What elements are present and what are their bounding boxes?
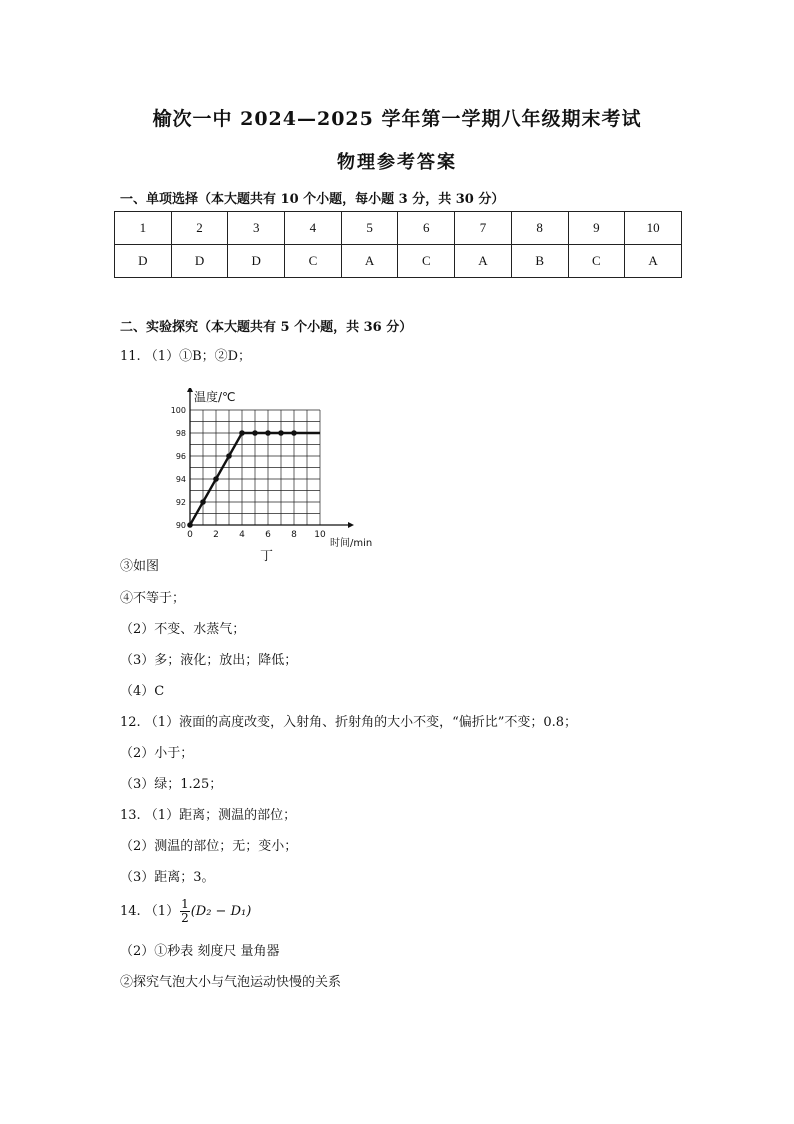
table-row-answers (115, 245, 682, 278)
q12-line-1: 12. （1）液面的高度改变，入射角、折射角的大小不变，“偏折比”不变；0.8； (120, 715, 578, 730)
y-tick-label: 96 (175, 452, 186, 461)
table-cell: C (568, 245, 625, 278)
table-cell: 10 (625, 212, 682, 245)
y-tick-label: 100 (170, 406, 186, 415)
q11-line-6: （4）C (120, 684, 165, 699)
fraction-numerator: 1 (181, 897, 189, 911)
x-tick-label: 2 (213, 530, 219, 540)
q14-line-3: ②探究气泡大小与气泡运动快慢的关系 (120, 975, 342, 990)
data-point (200, 499, 206, 505)
q11-line-5: （3）多；液化；放出；降低； (120, 653, 298, 668)
table-cell: A (455, 245, 512, 278)
table-cell: A (341, 245, 398, 278)
fraction-denominator: 2 (181, 911, 189, 925)
table-cell: B (511, 245, 568, 278)
table-cell: 1 (115, 212, 172, 245)
table-cell: C (285, 245, 342, 278)
q11-line-4: （2）不变、水蒸气； (120, 622, 246, 637)
section1-heading: 一、单项选择（本大题共有 10 个小题，每小题 3 分，共 30 分） (120, 192, 505, 207)
table-cell: 3 (228, 212, 285, 245)
data-point (187, 522, 193, 528)
page-subtitle: 物理参考答案 (337, 152, 457, 173)
table-cell: D (115, 245, 172, 278)
table-cell: 7 (455, 212, 512, 245)
y-tick-label: 98 (175, 429, 186, 438)
q12-line-3: （3）绿；1.25； (120, 777, 223, 792)
y-tick-label: 94 (175, 475, 186, 484)
data-point (252, 430, 258, 436)
page-title: 榆次一中 2024—2025 学年第一学期八年级期末考试 (152, 108, 642, 130)
q14-prefix: 14. （1） (120, 904, 180, 919)
q11-line-1: 11. （1）①B；②D； (120, 349, 252, 364)
q14-line-2: （2）①秒表 刻度尺 量角器 (120, 944, 280, 959)
x-tick-label: 8 (291, 530, 297, 540)
x-axis-arrow (348, 522, 354, 528)
y-axis-arrow (187, 388, 193, 392)
section2-heading: 二、实验探究（本大题共有 5 个小题，共 36 分） (120, 320, 413, 335)
q11-line-3: ④不等于； (120, 591, 186, 606)
data-point (291, 430, 297, 436)
table-row-numbers (115, 212, 682, 245)
q14-line-1 (120, 898, 251, 925)
math-expression: (D₂ − D₁) (190, 904, 252, 919)
x-tick-label: 10 (314, 530, 326, 540)
table-cell: 6 (398, 212, 455, 245)
table-cell: D (228, 245, 285, 278)
q11-line-2: ③如图 (120, 559, 160, 574)
chart-caption: 丁 (260, 549, 274, 564)
data-point (239, 430, 245, 436)
y-tick-label: 92 (175, 498, 186, 507)
y-axis-label: 温度/℃ (194, 390, 236, 404)
x-tick-label: 4 (239, 530, 245, 540)
chart-grid (190, 410, 320, 525)
q12-line-2: （2）小于； (120, 746, 194, 761)
table-cell: D (171, 245, 228, 278)
x-tick-label: 6 (265, 530, 271, 540)
x-tick-label: 0 (187, 530, 193, 540)
table-cell: 8 (511, 212, 568, 245)
table-cell: A (625, 245, 682, 278)
table-cell: C (398, 245, 455, 278)
data-point (278, 430, 284, 436)
data-point (213, 476, 219, 482)
data-point (265, 430, 271, 436)
table-cell: 2 (171, 212, 228, 245)
q13-line-1: 13. （1）距离；测温的部位； (120, 808, 297, 823)
x-axis-label: 时间/min (330, 538, 373, 549)
data-point (226, 453, 232, 459)
table-cell: 5 (341, 212, 398, 245)
fraction (180, 898, 190, 925)
temperature-chart (160, 388, 390, 568)
table-cell: 9 (568, 212, 625, 245)
chart-axes (187, 388, 354, 528)
y-tick-label: 90 (175, 521, 186, 530)
answer-table (114, 211, 682, 278)
q13-line-3: （3）距离；3。 (120, 870, 215, 885)
q13-line-2: （2）测温的部位；无；变小； (120, 839, 298, 854)
table-cell: 4 (285, 212, 342, 245)
